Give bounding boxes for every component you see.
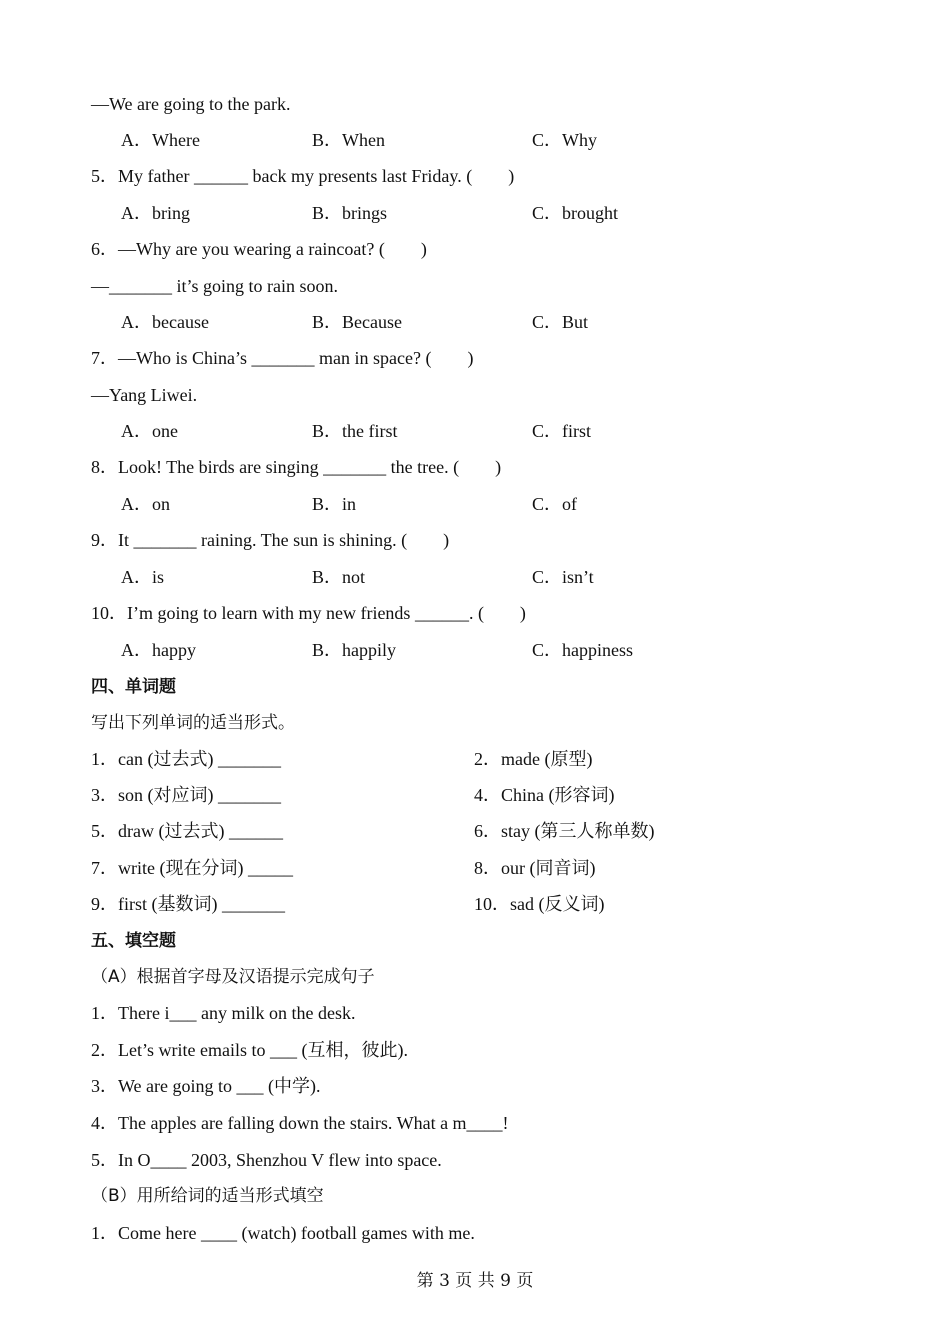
q9-option-a: A．is <box>121 567 165 587</box>
q9-options <box>121 566 821 588</box>
section-5-part-a: （A）根据首字母及汉语提示完成句子 <box>91 967 375 987</box>
q5-option-a: A．bring <box>121 203 190 223</box>
q6-option-b: B．Because <box>312 312 402 332</box>
q9-stem: 9．It _______ raining. The sun is shining. ( ) <box>91 530 450 550</box>
q4-option-b: B．When <box>312 130 385 150</box>
q7-line2: —Yang Liwei. <box>91 385 198 405</box>
fill-a-item-3: 3．We are going to ___ (中学). <box>91 1076 321 1096</box>
q5-option-b: B．brings <box>312 203 388 223</box>
q9-option-b: B．not <box>312 567 366 587</box>
q4-options <box>121 129 821 151</box>
q6-option-a: A．because <box>121 312 209 332</box>
word-item-10: 10．sad (反义词) <box>474 894 605 914</box>
q8-options <box>121 493 821 515</box>
q4-option-a: A．Where <box>121 130 200 150</box>
word-item-6: 6．stay (第三人称单数) <box>474 821 655 841</box>
word-item-2: 2．made (原型) <box>474 749 593 769</box>
word-item-4: 4．China (形容词) <box>474 785 615 805</box>
q8-option-c: C．of <box>532 494 577 514</box>
q9-option-c: C．isn’t <box>532 567 594 587</box>
q7-option-c: C．first <box>532 421 592 441</box>
word-item-3: 3．son (对应词) _______ <box>91 785 281 805</box>
word-item-1: 1．can (过去式) _______ <box>91 749 281 769</box>
fill-a-item-1: 1．There i___ any milk on the desk. <box>91 1003 356 1023</box>
q5-options <box>121 202 821 224</box>
page-footer: 第 3 页 共 9 页 <box>416 1271 534 1291</box>
q6-option-c: C．But <box>532 312 589 332</box>
q10-option-a: A．happy <box>121 640 196 660</box>
q4-option-c: C．Why <box>532 130 597 150</box>
q10-stem: 10．I’m going to learn with my new friends ______. ( ) <box>91 603 526 623</box>
q8-option-b: B．in <box>312 494 357 514</box>
q4-answer-line: —We are going to the park. <box>91 94 291 114</box>
q10-options <box>121 639 821 661</box>
q5-option-c: C．brought <box>532 203 619 223</box>
word-item-9: 9．first (基数词) _______ <box>91 894 285 914</box>
q6-stem: 6．—Why are you wearing a raincoat? ( ) <box>91 239 427 259</box>
q8-option-a: A．on <box>121 494 170 514</box>
q7-options <box>121 420 821 442</box>
q6-options <box>121 311 821 333</box>
q7-stem: 7．—Who is China’s _______ man in space? ( ) <box>91 348 474 368</box>
word-item-8: 8．our (同音词) <box>474 858 596 878</box>
q5-stem: 5．My father ______ back my presents last Friday. ( ) <box>91 166 515 186</box>
fill-a-item-5: 5．In O____ 2003, Shenzhou V flew into space. <box>91 1150 442 1170</box>
section-5-heading: 五、填空题 <box>91 931 176 951</box>
section-4-instruction: 写出下列单词的适当形式。 <box>91 713 295 733</box>
word-item-5: 5．draw (过去式) ______ <box>91 821 283 841</box>
q10-option-b: B．happily <box>312 640 396 660</box>
word-item-7: 7．write (现在分词) _____ <box>91 858 293 878</box>
section-4-heading: 四、单词题 <box>91 677 176 697</box>
fill-a-item-4: 4．The apples are falling down the stairs. What a m____! <box>91 1113 509 1133</box>
q10-option-c: C．happiness <box>532 640 633 660</box>
q7-option-a: A．one <box>121 421 178 441</box>
q7-option-b: B．the first <box>312 421 398 441</box>
fill-a-item-2: 2．Let’s write emails to ___ (互相，彼此). <box>91 1040 408 1060</box>
q6-line2: —_______ it’s going to rain soon. <box>91 276 338 296</box>
section-5-part-b: （B）用所给词的适当形式填空 <box>91 1186 324 1206</box>
q8-stem: 8．Look! The birds are singing _______ the tree. ( ) <box>91 457 502 477</box>
fill-b-item-1: 1．Come here ____ (watch) football games with me. <box>91 1223 475 1243</box>
